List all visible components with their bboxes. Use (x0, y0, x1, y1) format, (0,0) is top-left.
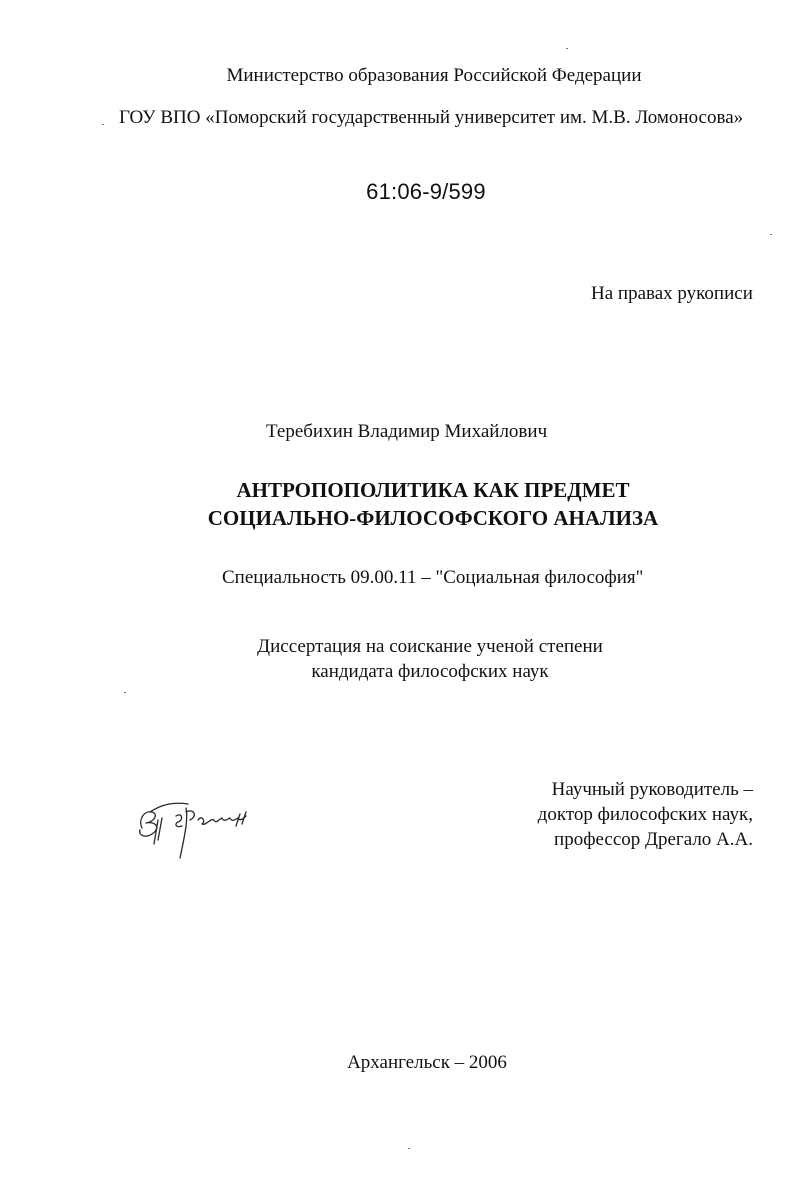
scan-speck (408, 1148, 410, 1149)
registration-code: 61:06-9/599 (366, 179, 486, 204)
scan-speck (566, 48, 568, 49)
degree-statement (0, 634, 794, 684)
handwritten-signature (128, 790, 268, 860)
signature-stroke-v (140, 812, 157, 836)
title-line-1: АНТРОПОПОЛИТИКА КАК ПРЕДМЕТ (236, 478, 630, 502)
degree-line-2: кандидата философских наук (311, 661, 549, 682)
signature-stroke-bar (150, 803, 188, 812)
title-line-2: СОЦИАЛЬНО-ФИЛОСОФСКОГО АНАЛИЗА (207, 506, 659, 530)
scientific-supervisor (420, 777, 753, 852)
ministry-name: Министерство образования Российской Федерации (226, 65, 642, 86)
specialty: Специальность 09.00.11 – "Социальная философия" (222, 567, 644, 588)
rights-note: На правах рукописи (591, 283, 753, 304)
university-name: ГОУ ВПО «Поморский государственный университет им. М.В. Ломоносова» (119, 107, 744, 128)
supervisor-line-1: Научный руководитель – (551, 779, 753, 800)
supervisor-line-3: профессор Дрегало А.А. (554, 829, 753, 850)
degree-line-1: Диссертация на соискание ученой степени (257, 636, 603, 657)
city-year: Архангельск – 2006 (347, 1052, 507, 1073)
scan-speck (124, 692, 126, 693)
author-name: Теребихин Владимир Михайлович (266, 421, 548, 442)
signature-stroke-t2 (158, 818, 162, 840)
supervisor-line-2: доктор философских наук, (537, 804, 753, 825)
dissertation-title (0, 476, 794, 532)
scan-speck (102, 124, 104, 125)
signature-stroke-e (176, 815, 182, 827)
scan-speck (770, 234, 772, 235)
